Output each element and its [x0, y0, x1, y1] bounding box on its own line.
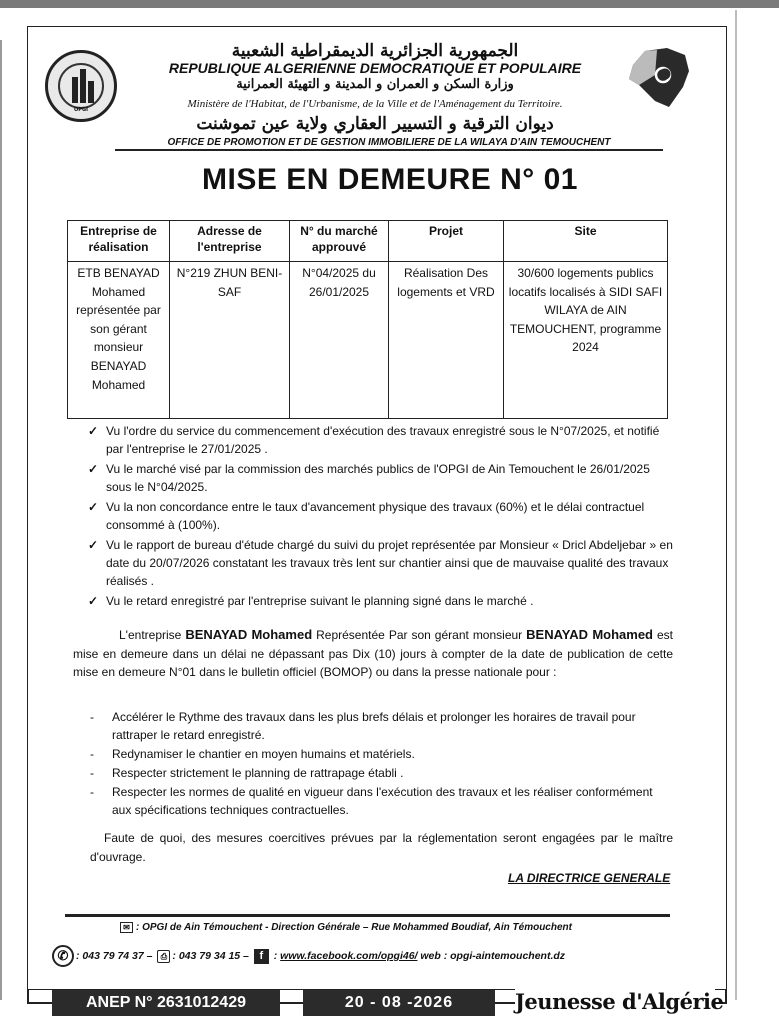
list-item — [88, 708, 673, 744]
list-item-text: Redynamiser le chantier en moyen humains et matériels. — [112, 747, 415, 761]
page-edge-right — [735, 10, 737, 1000]
dash-icon: - — [90, 785, 94, 799]
footer-phone: : 043 79 74 37 – — [76, 949, 153, 962]
footer-fax: : 043 79 34 15 – — [172, 949, 249, 962]
list-item — [88, 764, 673, 782]
contract-info-table — [67, 220, 668, 419]
phone-icon: ✆ — [52, 945, 74, 967]
journal-name: Jeunesse d'Algérie — [515, 986, 715, 1018]
list-item-text: Vu le retard enregistré par l'entreprise suivant le planning signé dans le marché . — [106, 594, 534, 608]
bottom-corner-left — [27, 990, 29, 1004]
table-header-cell: Entreprise de réalisation — [68, 221, 170, 262]
check-icon: ✓ — [88, 594, 99, 608]
list-item — [88, 783, 673, 819]
table-header-cell: Projet — [389, 221, 504, 262]
table-cell-site: 30/600 logements publics locatifs localisés à SIDI SAFI WILAYA de AIN TEMOUCHENT, programme 2024 — [504, 262, 668, 419]
footer-contacts: ✆ : 043 79 74 37 – ⎙ : 043 79 34 15 – f : www.facebook.com/opgi46/ web : opgi-aintemouchent.dz — [52, 945, 565, 967]
list-item-text: Vu le rapport de bureau d'étude chargé du suivi du projet représentée par Monsieur « Dricl Abdeljebar » en date du 20/07/2026 constatant les travaux très lent sur chantier ainsi que de mauvaise qualité des travaux réalisés . — [106, 538, 673, 588]
list-item — [88, 536, 673, 590]
logo-emblem-icon — [45, 50, 117, 122]
table-cell-project: Réalisation Des logements et VRD — [389, 262, 504, 419]
list-item-text: Accélérer le Rythme des travaux dans les plus brefs délais et prolonger les horaires de travail pour rattraper le retard enregistré. — [112, 710, 636, 742]
check-icon: ✓ — [88, 500, 99, 514]
header-french-ministry: Ministère de l'Habitat, de l'Urbanisme, de la Ville et de l'Aménagement du Territoire. — [187, 98, 563, 110]
facebook-link[interactable]: www.facebook.com/opgi46/ — [280, 949, 418, 962]
dash-icon: - — [90, 747, 94, 761]
list-item — [88, 460, 673, 496]
algeria-map-icon — [625, 45, 695, 115]
list-item — [88, 422, 673, 458]
mail-icon: ✉ — [120, 922, 133, 933]
publication-date-badge: 20 - 08 -2026 — [303, 990, 495, 1016]
obligations-list — [88, 708, 673, 820]
list-item — [88, 498, 673, 534]
footer-divider — [65, 914, 670, 917]
anep-number-badge: ANEP N° 2631012429 — [52, 990, 280, 1016]
manager-name: BENAYAD Mohamed — [526, 627, 653, 642]
footer-address-text: : OPGI de Ain Témouchent - Direction Générale – Rue Mohammed Boudiaf, Ain Témouchent — [136, 922, 572, 934]
footer-address — [120, 922, 572, 933]
list-item-text: Respecter les normes de qualité en vigueur dans l'exécution des travaux et les réaliser conformément aux spécifications techniques contractuelles. — [112, 785, 653, 817]
header-arabic-ministry: وزارة السكن و العمران و المدينة و التهيئة العمرانية — [236, 77, 514, 92]
facebook-icon: f — [254, 949, 269, 964]
page-edge-left — [0, 40, 2, 1000]
table-header-cell: Site — [504, 221, 668, 262]
company-name: BENAYAD Mohamed — [185, 627, 313, 642]
list-item-text: Vu la non concordance entre le taux d'avancement physique des travaux (60%) et le délai contractuel consommé à (100%). — [106, 500, 645, 532]
fax-icon: ⎙ — [157, 950, 170, 963]
signature-title: LA DIRECTRICE GENERALE — [508, 871, 671, 885]
table-header-row — [68, 221, 668, 262]
logo-caption: OPGI — [74, 107, 88, 113]
formal-notice-paragraph — [73, 626, 673, 682]
header-french-republic: REPUBLIQUE ALGERIENNE DEMOCRATIQUE ET POPULAIRE — [168, 60, 582, 76]
check-icon: ✓ — [88, 424, 99, 438]
table-row — [68, 262, 668, 419]
bottom-corner-right — [725, 990, 727, 1004]
table-header-cell: N° du marché approuvé — [290, 221, 389, 262]
header-french-office: OFFICE DE PROMOTION ET DE GESTION IMMOBILIERE DE LA WILAYA D'AIN TEMOUCHENT — [115, 137, 663, 151]
list-item-text: Vu l'ordre du service du commencement d'exécution des travaux enregistré sous le N°07/2025, et notifié par l'entreprise le 27/01/2025 . — [106, 424, 660, 456]
document-title: MISE EN DEMEURE N° 01 — [202, 163, 578, 196]
dash-icon: - — [90, 710, 94, 724]
list-item — [88, 745, 673, 763]
table-header-cell: Adresse de l'entreprise — [170, 221, 290, 262]
check-icon: ✓ — [88, 462, 99, 476]
table-cell-contract: N°04/2025 du 26/01/2025 — [290, 262, 389, 419]
paragraph-text: est mise en demeure dans un délai ne dépassant pas Dix (10) jours à compter de la date de publication de cette mise en demeure N°01 dans le bulletin officiel (BOMOP) ou dans la presse nationale pour : — [73, 628, 673, 679]
table-cell-company: ETB BENAYAD Mohamed représentée par son gérant monsieur BENAYAD Mohamed — [68, 262, 170, 419]
dash-icon: - — [90, 766, 94, 780]
footer-web[interactable]: web : opgi-aintemouchent.dz — [420, 949, 566, 962]
header-arabic-republic: الجمهورية الجزائرية الديمقراطية الشعبية — [231, 41, 519, 61]
table-cell-address: N°219 ZHUN BENI-SAF — [170, 262, 290, 419]
list-item-text: Vu le marché visé par la commission des marchés publics de l'OPGI de Ain Temouchent le 26/01/2025 sous le N°04/2025. — [106, 462, 650, 494]
closing-paragraph: Faute de quoi, des mesures coercitives prévues par la réglementation seront engagées par le maître d'ouvrage. — [90, 831, 673, 864]
considerations-list — [88, 422, 673, 612]
top-bar — [0, 0, 779, 8]
paragraph-text: Représentée Par son gérant monsieur — [312, 628, 527, 642]
paragraph-text: L'entreprise — [119, 628, 186, 642]
list-item-text: Respecter strictement le planning de rattrapage établi . — [112, 766, 404, 780]
header-arabic-office: ديوان الترقية و التسيير العقاري ولاية عين تموشنت — [196, 114, 554, 134]
list-item — [88, 592, 673, 610]
check-icon: ✓ — [88, 538, 99, 552]
